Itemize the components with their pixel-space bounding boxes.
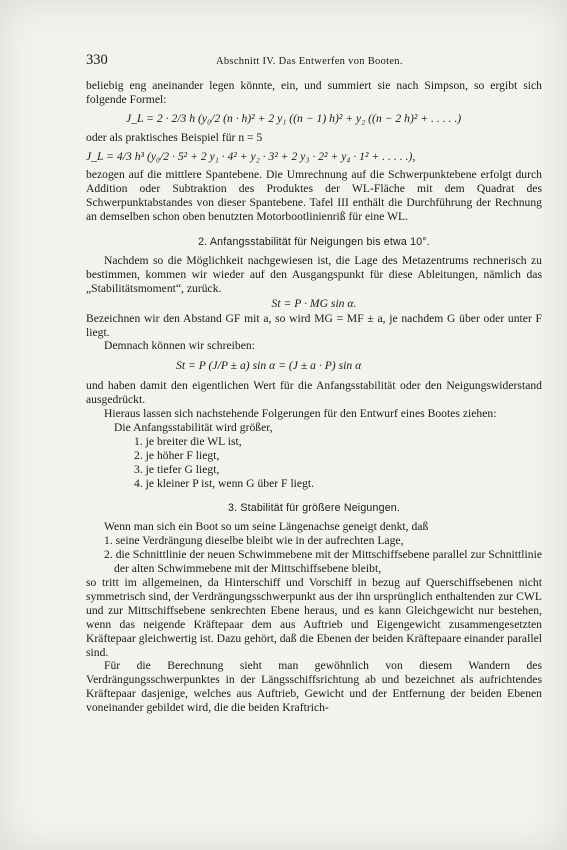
formula-stability-moment: St = P · MG sin α.	[271, 296, 357, 310]
paragraph-conclusions: Hieraus lassen sich nachstehende Folgerungen für den Entwurf eines Bootes ziehen:	[104, 407, 497, 421]
paragraph-calculation: Für die Berechnung sieht man gewöhnlich von diesem Wandern des Verdrängungsschwerpunktes in der Längsschiffsrichtung ab und bezeichnet als aufrichtendes Kräftepaar dasjenige, welches aus Auftrieb, Gewicht und der Entfernung der beiden Ebenen voneinander gebildet wird, die die beiden Kraftrich-	[86, 659, 542, 715]
section-heading-3: 3. Stabilität für größere Neigungen.	[227, 502, 401, 515]
running-title: Abschnitt IV. Das Entwerfen von Booten.	[216, 56, 403, 67]
numbered-list	[86, 435, 542, 491]
conclusions-list	[86, 421, 542, 435]
paragraph-equilibrium: so tritt im allgemeinen, da Hinterschiff und Vorschiff in bezug auf Querschiffsebenen nicht symmetrisch sind, der Verdrängungsschwerpunkt aus der ihn ursprünglich enthaltenden zur CWL und zur Mittschiffsebene senkrechten Ebene heraus, und es kann Gleichgewicht nur bestehen, wenn das neigende Kräftepaar dem aus Auftrieb und Eigengewicht zusammengesetzten Kräftepaar gleichwertig ist. Dazu gehört, daß die Ebenen der beiden Kräftepaare einander parallel sind.	[86, 576, 542, 659]
page-number: 330	[86, 52, 108, 68]
list-item: 1. je breiter die WL ist,	[134, 434, 242, 448]
formula-stability-expanded: St = P (J/P ± a) sin α = (J ± a · P) sin α	[176, 359, 362, 373]
section-heading-2: 2. Anfangsstabilität für Neigungen bis etwa 10°.	[198, 236, 430, 249]
paragraph-distance: Bezeichnen wir den Abstand GF mit a, so wird MG = MF ± a, je nachdem G über oder unter F liegt.	[86, 311, 542, 339]
paragraph-inclined-boat: Wenn man sich ein Boot so um seine Längenachse geneigt denkt, daß	[104, 520, 429, 534]
list-item: 2. je höher F liegt,	[134, 448, 220, 462]
paragraph-metacenter: Nachdem so die Möglichkeit nachgewiesen ist, die Lage des Metazentrums rechnerisch zu bestimmen, kommen wir wieder auf den Ausgangspunkt für diese Ableitungen, nämlich das „Stabilitätsmoment“, zurück.	[86, 253, 542, 295]
paragraph-example: oder als praktisches Beispiel für n = 5	[86, 130, 263, 144]
paragraph-explanation: bezogen auf die mittlere Spantebene. Die Umrechnung auf die Schwerpunktebene erfolgt durch Addition oder Subtraktion des Produktes der WL-Fläche mit dem Quadrat des Schwerpunktabstandes von dieser Spantebene. Tafel III enthält die Durchführung der Rechnung an demselben schon oben benutzten Motorbootlinienriß für eine WL.	[86, 168, 542, 224]
paragraph-write: Demnach können wir schreiben:	[104, 339, 255, 353]
paragraph-initial-stability: und haben damit den eigentlichen Wert für die Anfangsstabilität oder den Neigungswiderstand ausgedrückt.	[86, 379, 542, 407]
running-header	[86, 54, 542, 69]
page-body	[86, 54, 542, 715]
list-intro: Die Anfangsstabilität wird größer,	[114, 420, 273, 434]
condition-item-2: 2. die Schnittlinie der neuen Schwimmebene mit der Mittschiffsebene parallel zur Schnittlinie der alten Schwimmebene mit der Mittschiffsebene bleibt,	[104, 548, 542, 576]
paragraph-intro: beliebig eng aneinander legen könnte, ein, und summiert sie nach Simpson, so ergibt sich folgende Formel:	[86, 78, 542, 106]
list-item: 4. je kleiner P ist, wenn G über F liegt.	[134, 476, 315, 490]
condition-item-1: 1. seine Verdrängung dieselbe bleibt wie in der aufrechten Lage,	[104, 534, 404, 548]
formula-example: J_L = 4/3 h³ (y₀/2 · 5² + 2 y₁ · 4² + y₂ · 3² + 2 y₃ · 2² + y₄ · 1² + . . . . .),	[86, 149, 416, 163]
formula-moment-of-inertia: J_L = 2 · 2/3 h (y₀/2 (n · h)² + 2 y₁ ((n − 1) h)² + y₂ ((n − 2 h)² + . . . . .)	[126, 111, 462, 125]
list-item: 3. je tiefer G liegt,	[134, 462, 220, 476]
